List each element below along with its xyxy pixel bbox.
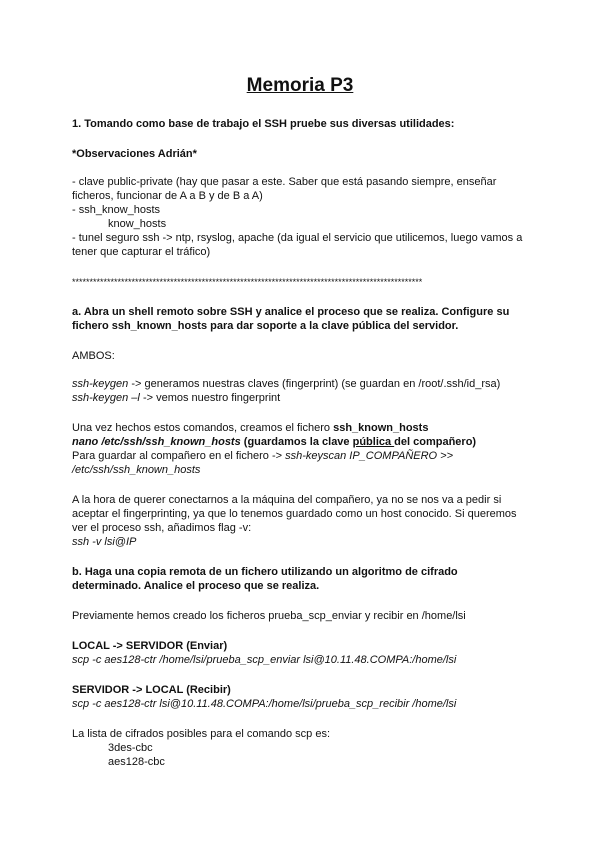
previous-note: Previamente hemos creado los ficheros prueba_scp_enviar y recibir en /home/lsi [72,610,466,622]
known-hosts-line [72,421,428,435]
keygen-description: -> generamos nuestras claves (fingerprint) (se guardan en /root/.ssh/id_rsa) [128,378,501,390]
ambos-label: AMBOS: [72,350,115,362]
known-hosts-line [72,435,476,449]
keygen-description: -> vemos nuestro fingerprint [142,392,281,404]
observation-line: - clave public-private (hay que pasar a este. Saber que está pasando siempre, enseñar [72,176,497,188]
question-b: b. Haga una copia remota de un fichero utilizando un algoritmo de cifrado [72,566,458,578]
known-hosts-text: Una vez hechos estos comandos, creamos el fichero [72,422,334,434]
known-hosts-line [72,449,453,463]
observation-line: - ssh_know_hosts [72,204,161,216]
question-a: a. Abra un shell remoto sobre SSH y analice el proceso que se realiza. Configure su [72,306,510,318]
known-hosts-path: /etc/ssh/ssh_known_hosts [72,464,201,476]
keyscan-command: ssh-keyscan IP_COMPAÑERO >> [285,450,453,462]
known-hosts-filename: ssh_known_hosts [333,422,429,434]
nano-command: nano /etc/ssh/ssh_known_hosts [72,436,241,448]
ssh-verbose-command: ssh -v lsi@IP [72,536,137,548]
fingerprint-paragraph: A la hora de querer conectarnos a la máquina del compañero, ya no se nos va a pedir si [72,494,502,506]
local-heading: LOCAL -> SERVIDOR (Enviar) [72,640,228,652]
observation-line: ficheros, funcionar de A a B y de B a A) [72,190,263,202]
observation-line: know_hosts [108,218,167,230]
observation-line: tener que capturar el tráfico) [72,246,211,258]
keygen-line [72,377,500,391]
local-command: scp -c aes128-ctr /home/lsi/prueba_scp_enviar lsi@10.11.48.COMPA:/home/lsi [72,654,457,666]
observation-line: - tunel seguro ssh -> ntp, rsyslog, apache (da igual el servicio que utilicemos, luego vamos a [72,232,523,244]
fingerprint-paragraph: aceptar el fingerprinting, ya que lo tenemos guardado como un host conocido. Si queremos [72,508,517,520]
nano-description: (guardamos la clave [240,436,353,448]
cipher-item: aes128-cbc [108,756,165,768]
separator-line: **************************************************************************************************** [72,277,423,287]
server-command: scp -c aes128-ctr lsi@10.11.48.COMPA:/home/lsi/prueba_scp_recibir /home/lsi [72,698,457,710]
nano-description-end: del compañero) [394,436,477,448]
keyscan-text: Para guardar al compañero en el fichero -> [72,450,286,462]
keygen-command: ssh-keygen [72,378,129,390]
nano-description-underline: pública [352,436,395,448]
server-heading: SERVIDOR -> LOCAL (Recibir) [72,684,231,696]
question-a: fichero ssh_known_hosts para dar soporte a la clave pública del servidor. [72,320,459,332]
cipher-list-intro: La lista de cifrados posibles para el comando scp es: [72,728,331,740]
cipher-item: 3des-cbc [108,742,153,754]
keygen-command: ssh-keygen –l [72,392,143,404]
fingerprint-paragraph: ver el proceso ssh, añadimos flag -v: [72,522,252,534]
page-title: Memoria P3 [246,75,354,96]
observations-heading: *Observaciones Adrián* [72,148,197,160]
question-b: determinado. Analice el proceso que se realiza. [72,580,320,592]
question-1: 1. Tomando como base de trabajo el SSH pruebe sus diversas utilidades: [72,118,455,130]
keygen-line [72,391,280,405]
